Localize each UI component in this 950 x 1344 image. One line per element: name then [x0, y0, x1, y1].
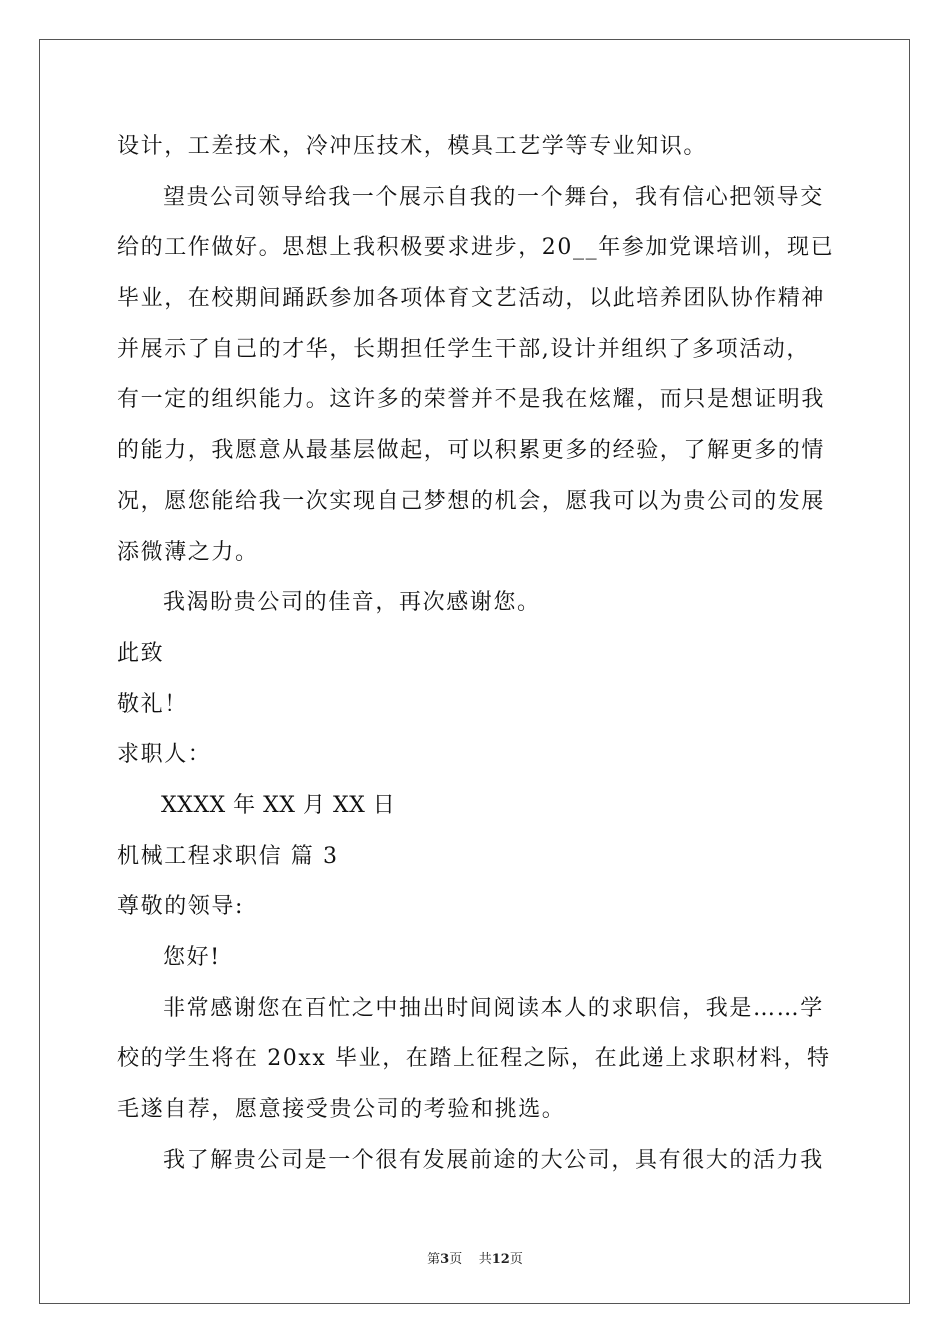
- footer-total-unit: 页: [509, 1252, 523, 1267]
- paragraph-line: 望贵公司领导给我一个展示自我的一个舞台，我有信心把领导交: [163, 184, 824, 210]
- text-line: 添微薄之力。: [117, 539, 259, 565]
- paragraph-line: 您好!: [163, 945, 221, 970]
- text-line: 毛遂自荐，愿意接受贵公司的考验和挑选。: [117, 1097, 566, 1123]
- footer-total-prefix: 共: [478, 1252, 492, 1267]
- text-line: 况，愿您能给我一次实现自己梦想的机会，愿我可以为贵公司的发展: [117, 488, 826, 514]
- text-line: 毕业，在校期间踊跃参加各项体育文艺活动，以此培养团队协作精神: [117, 286, 826, 312]
- paragraph-line: 我渴盼贵公司的佳音，再次感谢您。: [163, 590, 541, 616]
- paragraph-line: 我了解贵公司是一个很有发展前途的大公司，具有很大的活力我: [163, 1147, 824, 1173]
- paragraph-line: 非常感谢您在百忙之中抽出时间阅读本人的求职信，我是……学: [163, 995, 824, 1021]
- text-line: 给的工作做好。思想上我积极要求进步，20__年参加党课培训，现已: [117, 235, 835, 261]
- footer-prefix: 第: [427, 1252, 441, 1267]
- text-line: 的能力，我愿意从最基层做起，可以积累更多的经验，了解更多的情: [117, 438, 826, 464]
- document-body: [117, 122, 833, 1186]
- text-line: 校的学生将在 20xx 毕业，在踏上征程之际，在此递上求职材料，特: [117, 1046, 831, 1072]
- footer-total-pages: 12: [491, 1252, 510, 1267]
- applicant-line: 求职人：: [117, 742, 212, 768]
- salutation-line: 敬礼！: [117, 691, 188, 717]
- footer-page-number: 3: [440, 1252, 450, 1267]
- page-footer: [0, 1248, 950, 1267]
- text-line: 并展示了自己的才华，长期担任学生干部,设计并组织了多项活动，: [117, 336, 810, 362]
- date-line: XXXX 年 XX 月 XX 日: [161, 792, 396, 818]
- closing-line: 此致: [117, 640, 165, 666]
- section-title: 机械工程求职信 篇 3: [117, 843, 339, 869]
- text-line: 有一定的组织能力。这许多的荣誉并不是我在炫耀，而只是想证明我: [117, 387, 826, 413]
- text-line: 设计，工差技术，冷冲压技术，模具工艺学等专业知识。: [117, 134, 708, 159]
- footer-page-unit: 页: [449, 1252, 463, 1267]
- greeting-line: 尊敬的领导:: [117, 894, 245, 920]
